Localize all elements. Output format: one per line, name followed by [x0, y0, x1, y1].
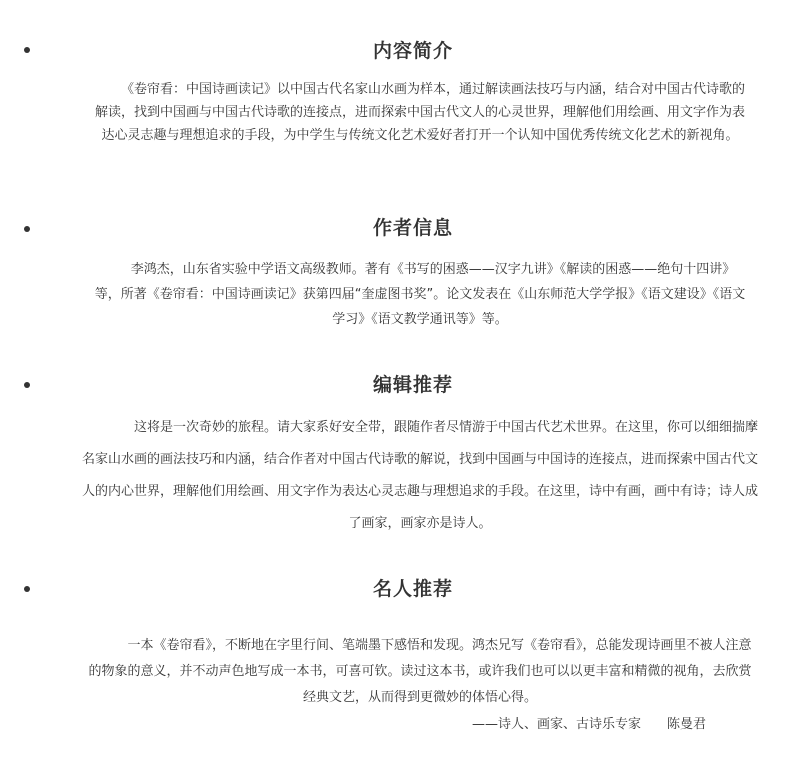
section-heading: 名人推荐 — [372, 578, 453, 600]
section-body: 一本《卷帘看》，不断地在字里行间、笔端墨下感悟和发现。鸿杰兄写《卷帘看》，总能发现诗画里不被人注意的物象的意义，并不动声色地写成一本书，可喜可钦。读过这本书，或许我们也可以以更丰富和精微的视角，去欣赏经典文艺，从而得到更微妙的体悟心得。 — [88, 638, 752, 705]
section-heading: 作者信息 — [372, 217, 453, 239]
section-body: 这将是一次奇妙的旅程。请大家系好安全带，跟随作者尽情游于中国古代艺术世界。在这里，你可以细细揣摩名家山水画的画法技巧和内涵，结合作者对中国古代诗歌的解说，找到中国画与中国诗的连接点，进而探索中国古代文人的内心世界，理解他们用绘画、用文字作为表达心灵志趣与理想追求的手段。在这里，诗中有画，画中有诗；诗人成了画家，画家亦是诗人。 — [81, 420, 758, 531]
section-heading: 内容简介 — [372, 40, 453, 62]
section-heading: 编辑推荐 — [372, 374, 453, 396]
section-body: 《卷帘看：中国诗画读记》以中国古代名家山水画为样本，通过解读画法技巧与内涵，结合对中国古代诗歌的解读，找到中国画与中国古代诗歌的连接点，进而探索中国古代文人的心灵世界，理解他们用绘画、用文字作为表达心灵志趣与理想追求的手段，为中学生与传统文化艺术爱好者打开一个认知中国优秀传统文化艺术的新视角。 — [94, 82, 745, 143]
section-body: 李鸿杰，山东省实验中学语文高级教师。著有《书写的困惑——汉字九讲》《解读的困惑——绝句十四讲》等，所著《卷帘看：中国诗画读记》获第四届“奎虚图书奖”。论文发表在《山东师范大学学报》《语文建设》《语文学习》《语文教学通讯等》等。 — [94, 262, 746, 327]
recommendation-signature: ——诗人、画家、古诗乐专家 陈曼君 — [472, 717, 707, 732]
